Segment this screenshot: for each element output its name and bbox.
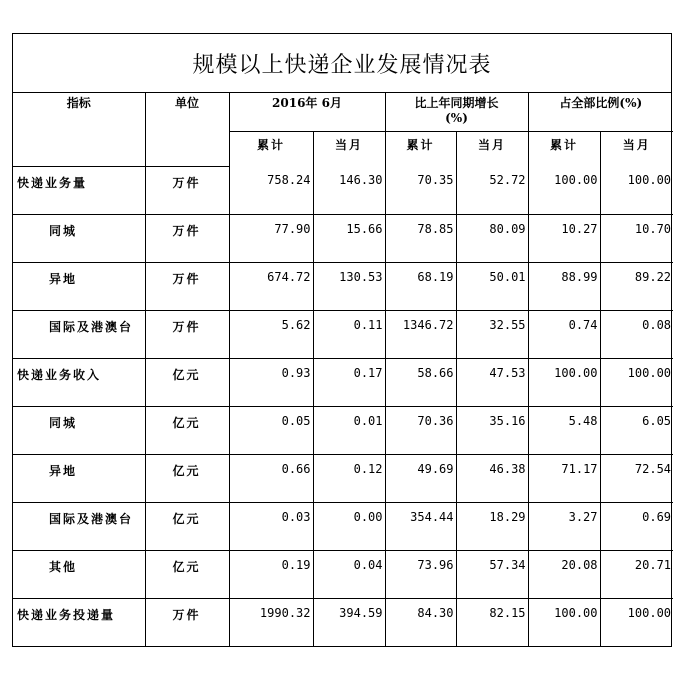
cell-yoy-cumulative: 58.66 <box>385 358 456 406</box>
header-yoy <box>385 93 528 131</box>
cell-yoy-month: 80.09 <box>456 214 528 262</box>
cell-period-cumulative: 1990.32 <box>229 598 313 646</box>
cell-period-month: 394.59 <box>313 598 385 646</box>
cell-share-cumulative: 100.00 <box>528 598 600 646</box>
cell-share-cumulative: 88.99 <box>528 262 600 310</box>
row-indicator: 国际及港澳台 <box>13 502 145 550</box>
header-share-cumulative: 累计 <box>528 131 600 166</box>
row-indicator: 其他 <box>13 550 145 598</box>
row-indicator: 异地 <box>13 262 145 310</box>
cell-yoy-month: 18.29 <box>456 502 528 550</box>
cell-yoy-month: 82.15 <box>456 598 528 646</box>
cell-period-month: 0.00 <box>313 502 385 550</box>
row-unit: 亿元 <box>145 454 229 502</box>
cell-yoy-month: 57.34 <box>456 550 528 598</box>
row-unit: 亿元 <box>145 358 229 406</box>
header-period-cumulative: 累计 <box>229 131 313 166</box>
table-row <box>13 214 673 262</box>
cell-yoy-cumulative: 78.85 <box>385 214 456 262</box>
cell-period-cumulative: 77.90 <box>229 214 313 262</box>
table-row <box>13 262 673 310</box>
cell-yoy-cumulative: 354.44 <box>385 502 456 550</box>
cell-period-month: 130.53 <box>313 262 385 310</box>
header-row-1 <box>13 93 673 131</box>
cell-period-month: 146.30 <box>313 166 385 214</box>
cell-share-cumulative: 0.74 <box>528 310 600 358</box>
row-unit: 万件 <box>145 214 229 262</box>
header-unit: 单位 <box>145 93 229 166</box>
row-unit: 万件 <box>145 166 229 214</box>
cell-yoy-cumulative: 49.69 <box>385 454 456 502</box>
cell-share-cumulative: 3.27 <box>528 502 600 550</box>
table-row <box>13 502 673 550</box>
header-period: 2016年 6月 <box>229 93 385 131</box>
cell-yoy-cumulative: 84.30 <box>385 598 456 646</box>
cell-period-cumulative: 5.62 <box>229 310 313 358</box>
cell-share-cumulative: 20.08 <box>528 550 600 598</box>
row-indicator: 快递业务收入 <box>13 358 145 406</box>
cell-period-cumulative: 674.72 <box>229 262 313 310</box>
cell-yoy-cumulative: 70.35 <box>385 166 456 214</box>
cell-period-month: 0.17 <box>313 358 385 406</box>
cell-yoy-month: 35.16 <box>456 406 528 454</box>
cell-share-cumulative: 10.27 <box>528 214 600 262</box>
cell-yoy-month: 50.01 <box>456 262 528 310</box>
cell-period-cumulative: 0.05 <box>229 406 313 454</box>
cell-share-month: 6.05 <box>600 406 673 454</box>
row-indicator: 异地 <box>13 454 145 502</box>
table-title: 规模以上快递企业发展情况表 <box>13 34 671 93</box>
cell-yoy-month: 52.72 <box>456 166 528 214</box>
cell-yoy-month: 46.38 <box>456 454 528 502</box>
header-yoy-cumulative: 累计 <box>385 131 456 166</box>
table-row <box>13 310 673 358</box>
cell-share-month: 20.71 <box>600 550 673 598</box>
express-stats-sheet <box>12 33 672 647</box>
header-yoy-line2: (%) <box>445 111 468 125</box>
cell-period-cumulative: 0.66 <box>229 454 313 502</box>
row-indicator: 国际及港澳台 <box>13 310 145 358</box>
cell-yoy-month: 47.53 <box>456 358 528 406</box>
row-indicator: 快递业务投递量 <box>13 598 145 646</box>
table-row <box>13 598 673 646</box>
cell-share-cumulative: 71.17 <box>528 454 600 502</box>
header-share: 占全部比例(%) <box>528 93 673 131</box>
row-unit: 万件 <box>145 310 229 358</box>
row-unit: 万件 <box>145 598 229 646</box>
cell-period-cumulative: 0.93 <box>229 358 313 406</box>
cell-share-month: 100.00 <box>600 358 673 406</box>
cell-share-cumulative: 5.48 <box>528 406 600 454</box>
row-unit: 亿元 <box>145 502 229 550</box>
cell-yoy-cumulative: 70.36 <box>385 406 456 454</box>
row-indicator: 同城 <box>13 214 145 262</box>
cell-period-month: 0.12 <box>313 454 385 502</box>
cell-yoy-month: 32.55 <box>456 310 528 358</box>
header-share-month: 当月 <box>600 131 673 166</box>
row-unit: 亿元 <box>145 406 229 454</box>
cell-yoy-cumulative: 68.19 <box>385 262 456 310</box>
table-body <box>13 166 673 646</box>
cell-period-month: 0.11 <box>313 310 385 358</box>
table-row <box>13 166 673 214</box>
cell-period-month: 15.66 <box>313 214 385 262</box>
cell-share-cumulative: 100.00 <box>528 166 600 214</box>
header-period-month: 当月 <box>313 131 385 166</box>
header-yoy-month: 当月 <box>456 131 528 166</box>
cell-share-month: 72.54 <box>600 454 673 502</box>
cell-yoy-cumulative: 73.96 <box>385 550 456 598</box>
table-row <box>13 454 673 502</box>
cell-share-month: 0.08 <box>600 310 673 358</box>
row-unit: 万件 <box>145 262 229 310</box>
cell-share-cumulative: 100.00 <box>528 358 600 406</box>
cell-share-month: 89.22 <box>600 262 673 310</box>
stats-table <box>13 93 673 646</box>
header-indicator: 指标 <box>13 93 145 166</box>
row-indicator: 快递业务量 <box>13 166 145 214</box>
header-yoy-line1: 比上年同期增长 <box>414 96 499 110</box>
cell-share-month: 0.69 <box>600 502 673 550</box>
cell-period-month: 0.04 <box>313 550 385 598</box>
cell-period-cumulative: 0.03 <box>229 502 313 550</box>
cell-period-cumulative: 0.19 <box>229 550 313 598</box>
table-row <box>13 406 673 454</box>
cell-share-month: 100.00 <box>600 598 673 646</box>
cell-period-cumulative: 758.24 <box>229 166 313 214</box>
table-row <box>13 550 673 598</box>
table-row <box>13 358 673 406</box>
cell-share-month: 100.00 <box>600 166 673 214</box>
cell-share-month: 10.70 <box>600 214 673 262</box>
cell-period-month: 0.01 <box>313 406 385 454</box>
row-unit: 亿元 <box>145 550 229 598</box>
row-indicator: 同城 <box>13 406 145 454</box>
cell-yoy-cumulative: 1346.72 <box>385 310 456 358</box>
